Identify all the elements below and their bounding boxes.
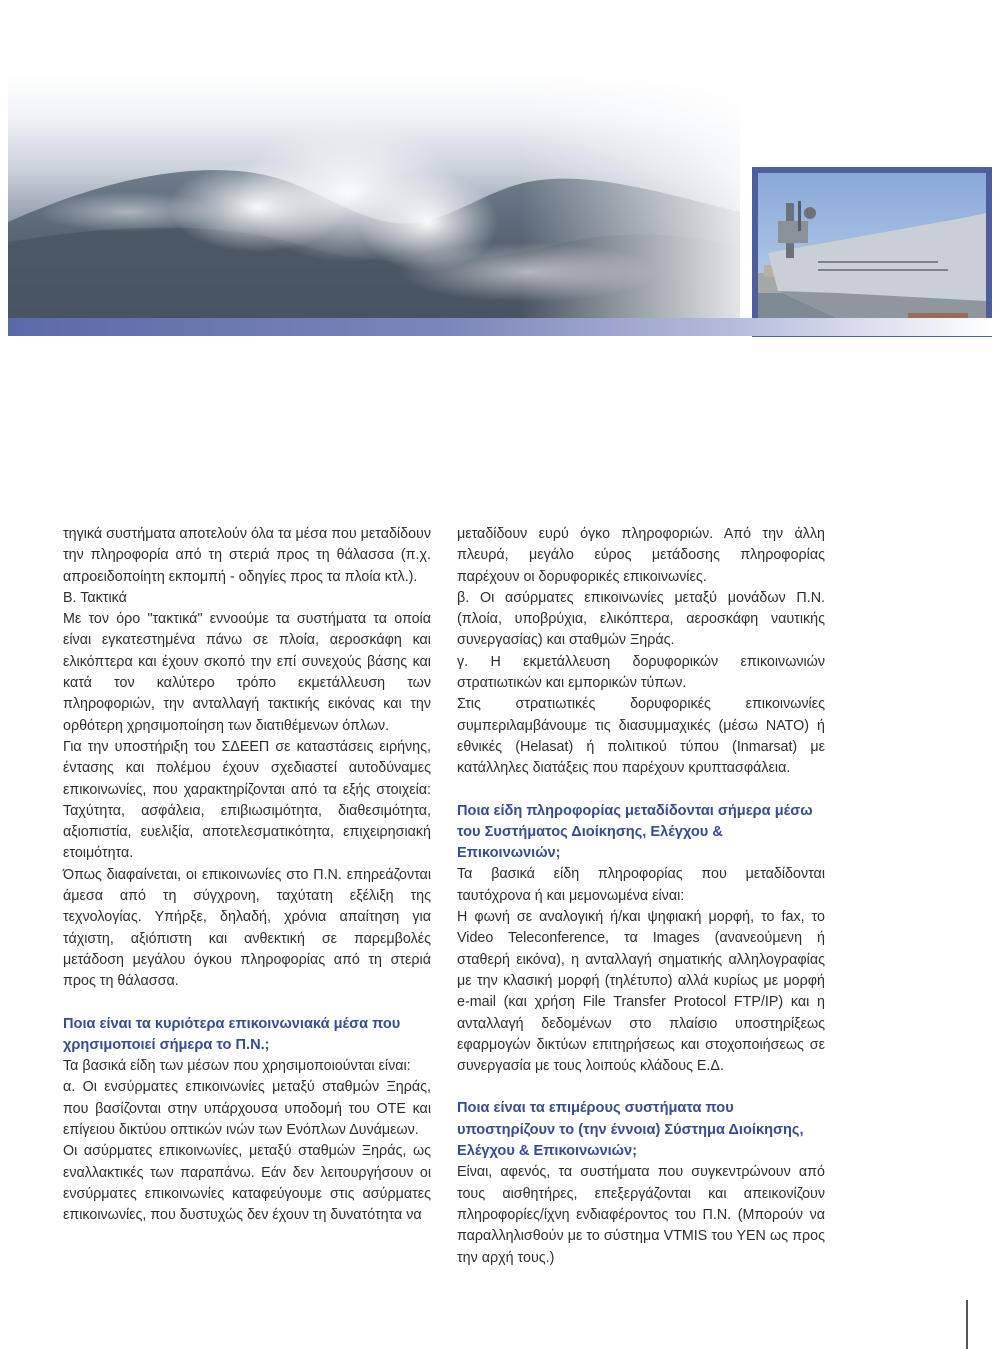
paragraph: γ. Η εκμετάλλευση δορυφορικών επικοινωνιών στρατιωτικών και εμπορικών τύπων.: [457, 653, 825, 692]
section-label: Β. Τακτικά: [63, 589, 127, 606]
paragraph: α. Οι ενσύρματες επικοινωνίες μεταξύ σταθμών Ξηράς, που βασίζονται στην υπάρχουσα υποδομή του ΟΤΕ και επίγειου δικτύου οπτικών ινών των Ενόπλων Δυνάμεων.: [63, 1079, 431, 1139]
wave-photo: [8, 72, 740, 320]
paragraph: Στις στρατιωτικές δορυφορικές επικοινωνίες συμπεριλαμβάνουμε τις διασυμμαχικές (μέσω NATO) ή εθνικές (Helasat) ή πολιτικού τύπου (Inmarsat) με κατάλληλες διατάξεις που παρέχουν κρυπτασφάλεια.: [457, 696, 825, 777]
paragraph: Είναι, αφενός, τα συστήματα που συγκεντρώνουν από τους αισθητήρες, επεξεργάζονται και απεικονίζουν πληροφορίες/ίχνη ενδιαφέροντος του Π.Ν. (Μπορούν να παραλληλισθούν με το σύστημα VTMIS του ΥΕΝ ως προς την αρχή τους.): [457, 1164, 825, 1266]
header-ribbon: [8, 318, 992, 336]
section-heading: Ποια είναι τα επιμέρους συστήματα που υποστηρίζουν το (την έννοια) Σύστημα Διοίκησης, Ελέγχου & Επικοινωνιών;: [457, 1100, 804, 1160]
paragraph: Για την υποστήριξη του ΣΔΕΕΠ σε καταστάσεις ειρήνης, έντασης και πολέμου έχουν σχεδιαστεί αυτοδύναμες επικοινωνίες, που χαρακτηρίζονται από τα εξής στοιχεία: Ταχύτητα, ασφάλεια, επιβιωσιμότητα, διαθεσιμότητα, αξιοπιστία, ευελιξία, αποτελεσματικότητα, επιχειρησιακή ετοιμότητα.: [63, 738, 431, 862]
ship-photo: [752, 167, 992, 337]
paragraph: β. Οι ασύρματες επικοινωνίες μεταξύ μονάδων Π.Ν. (πλοία, υποβρύχια, ελικόπτερα, αεροσκάφη ναυτικής συνεργασίας) και σταθμών Ξηράς.: [457, 589, 825, 649]
paragraph: μεταδίδουν ευρύ όγκο πληροφοριών. Από την άλλη πλευρά, μεγάλο εύρος μετάδοσης πληροφορίας παρέχουν οι δορυφορικές επικοινωνίες.: [457, 526, 825, 585]
paragraph: Με τον όρο "τακτικά" εννοούμε τα συστήματα τα οποία είναι εγκατεστημένα πάνω σε πλοία, αεροσκάφη και ελικόπτερα και έχουν σκοπό την επί συνεχούς βάσης και κατά τον καλύτερο τρόπο εκμετάλλευση των πληροφοριών, την ανταλλαγή τακτικής εικόνας και την ορθότερη χρησιμοποίηση των διατιθέμενων όπλων.: [63, 611, 431, 734]
paragraph: Όπως διαφαίνεται, οι επικοινωνίες στο Π.Ν. επηρεάζονται άμεσα από τη σύγχρονη, ταχύτατη εξέλιξη της τεχνολογίας. Υπήρξε, δηλαδή, χρόνια απαίτηση για τάχιστη, αξιόπιστη και ανθεκτική σε παρεμβολές μετάδοση μεγάλου όγκου πληροφορίας από τη στεριά προς τη θάλασσα.: [63, 866, 431, 990]
banner-fade: [8, 72, 740, 320]
section-heading: Ποια είδη πληροφορίας μεταδίδονται σήμερα μέσω του Συστήματος Διοίκησης, Ελέγχου & Επικοινωνιών;: [457, 802, 813, 862]
paragraph: Τα βασικά είδη πληροφορίας που μεταδίδονται ταυτόχρονα ή και μεμονωμένα είναι:: [457, 866, 825, 904]
paragraph: Η φωνή σε αναλογική ή/και ψηφιακή μορφή, το fax, το Video Teleconference, τα Images (ανανεούμενη ή σταθερή εικόνα), η ανταλλαγή σηματικής αλληλογραφίας με την κλασική μορφή (τηλέτυπο) αλλά κυρίως με μορφή e-mail (και χρήση File Transfer Protocol FTP/IP) και η ανταλλαγή δεδομένων στο πλαίσιο υποστηρίξεως εφαρμογών δικτύων επιτηρήσεως και στοχοποιήσεως σε συνεργασία με τους λοιπούς κλάδους Ε.Δ.: [457, 909, 825, 1075]
ship-illustration: [758, 173, 986, 331]
section-heading: Ποια είναι τα κυριότερα επικοινωνιακά μέσα που χρησιμοποιεί σήμερα το Π.Ν.;: [63, 1015, 401, 1053]
paragraph: Τα βασικά είδη των μέσων που χρησιμοποιούνται είναι:: [63, 1058, 411, 1075]
left-column: [63, 524, 431, 1227]
page-edge-rule: [966, 1300, 968, 1349]
right-column: [457, 524, 825, 1269]
paragraph: Οι ασύρματες επικοινωνίες, μεταξύ σταθμών Ξηράς, ως εναλλακτικές των παραπάνω. Εάν δεν λειτουργήσουν οι ενσύρματες επικοινωνίες καταφεύγουμε στις ασύρματες επικοινωνίες, που δυστυχώς δεν έχουν τη δυνατότητα να: [63, 1143, 431, 1224]
paragraph: τηγικά συστήματα αποτελούν όλα τα μέσα που μεταδίδουν την πληροφορία από τη στεριά προς τη θάλασσα (π.χ. απροειδοποίητη εκπομπή - οδηγίες προς τα πλοία κτλ.).: [63, 526, 431, 585]
